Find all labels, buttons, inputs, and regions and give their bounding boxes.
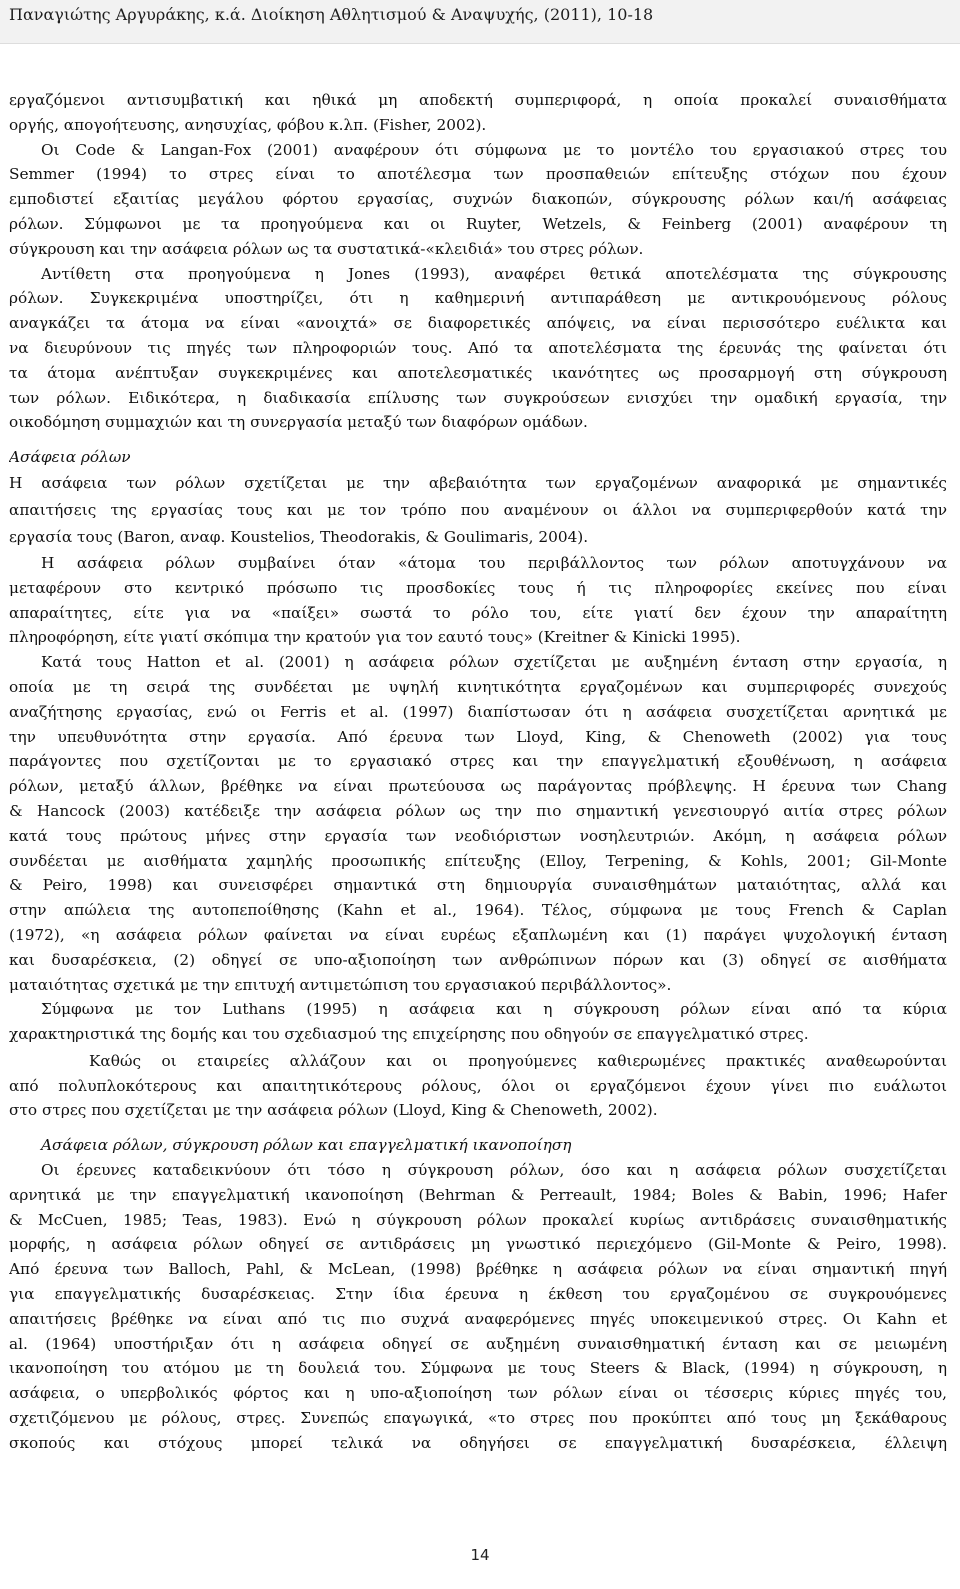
text-line: σύγκρουση και την ασάφεια ρόλων ως τα συστατικά-«κλειδιά» του στρες ρόλων. xyxy=(9,239,644,258)
text-line: σκοπούς και στόχους μπορεί τελικά να οδηγήσει σε επαγγελματική δυσαρέσκεια, έλλειψη xyxy=(9,1433,947,1452)
text-line: οικοδόμηση συμμαχιών και τη συνεργασία μεταξύ των διαφόρων ομάδων. xyxy=(9,413,588,432)
text-line: Σύμφωνα με τον Luthans (1995) η ασάφεια και η σύγκρουση ρόλων είναι από τα κύρια xyxy=(41,1000,947,1019)
text-line: εμποδιστεί εξαιτίας μεγάλου φόρτου εργασίας, συχνών διακοπών, σύγκρουσης ρόλων και/ή ασάφειας xyxy=(9,190,947,209)
paragraph xyxy=(9,650,947,997)
text-line: κατά τους πρώτους μήνες στην εργασία των νεοδιόριστων νοσηλευτριών. Ακόμη, η ασάφεια ρόλων xyxy=(9,826,947,845)
text-line: οργής, απογοήτευσης, ανησυχίας, φόβου κ.λπ. (Fisher, 2002). xyxy=(9,115,487,134)
text-line: Καθώς οι εταιρείες αλλάζουν και οι προηγούμενες καθιερωμένες πρακτικές αναθεωρούνται xyxy=(89,1051,947,1070)
text-line: ρόλων. Συγκεκριμένα υποστηρίζει, ότι η καθημερινή αντιπαράθεση με αντικρουόμενους ρόλους xyxy=(9,289,947,308)
text-line: παράγοντες που σχετίζονται με το εργασιακό στρες και την επαγγελματική εξουθένωση, η ασάφεια xyxy=(9,752,947,771)
text-line: & Peiro, 1998) και συνεισφέρει σημαντικά στη δημιουργία συναισθημάτων ματαιότητας, αλλά και xyxy=(9,876,947,895)
text-line: Αντίθετη στα προηγούμενα η Jones (1993), αναφέρει θετικά αποτελέσματα της σύγκρουσης xyxy=(41,264,947,283)
text-line: οποία με τη σειρά της συνδέεται με υψηλή κινητικότητα εργαζομένων και συμπεριφορές συνεχούς xyxy=(9,677,947,696)
text-line: ρόλων. Σύμφωνοι με τα προηγούμενα και οι Ruyter, Wetzels, & Feinberg (2001) αναφέρουν τη xyxy=(9,214,947,233)
text-line: αναγκάζει τα άτομα να είναι «ανοιχτά» σε διαφορετικές απόψεις, να είναι περισσότερο ευέλικτα και xyxy=(9,314,947,333)
text-line: στο στρες που σχετίζεται με την ασάφεια ρόλων (Lloyd, King & Chenoweth, 2002). xyxy=(9,1101,658,1120)
page-number: 14 xyxy=(470,1546,490,1564)
text-line: εργασία τους (Baron, αναφ. Koustelios, Theodorakis, & Goulimaris, 2004). xyxy=(9,527,589,546)
text-line: & Hancock (2003) κατέδειξε την ασάφεια ρόλων ως την πιο σημαντική γενεσιουργό αιτία στρες ρόλων xyxy=(9,801,947,820)
text-line: απαραίτητες, είτε για να «παίξει» σωστά το ρόλο του, είτε γιατί δεν έχουν την απαραίτητη xyxy=(9,603,947,622)
text-line: Κατά τους Hatton et al. (2001) η ασάφεια ρόλων σχετίζεται με αυξημένη ένταση στην εργασία, η xyxy=(41,653,947,672)
paragraph xyxy=(9,138,947,262)
text-line: απαιτήσεις βρέθηκε να είναι από τις πιο συχνά αναφερόμενες πηγές υποκειμενικού στρες. Οι Kahn et xyxy=(9,1309,947,1328)
text-line: και δυσαρέσκεια, (2) οδηγεί σε υπο-αξιοποίηση των ανθρώπινων πόρων και (3) οδηγεί σε αισθήματα xyxy=(9,950,947,969)
text-line: αναζήτησης εργασίας, ενώ οι Ferris et al. (1997) διαπίστωσαν ότι η ασάφεια συσχετίζεται αρνητικά με xyxy=(9,702,947,721)
text-line: μεταφέρουν στο κεντρικό πρόσωπο τις προσδοκίες τους ή τις πληροφορίες εκείνες που είναι xyxy=(9,578,947,597)
text-line: σχετιζόμενου με ρόλους, στρες. Συνεπώς επαγωγικά, «το στρες που προκύπτει από τους μη ξεκάθαρους xyxy=(9,1409,947,1428)
text-line: Από έρευνα των Balloch, Pahl, & McLean, (1998) βρέθηκε η ασάφεια ρόλων να είναι σημαντική πηγή xyxy=(9,1260,947,1279)
article-body xyxy=(9,88,947,1456)
text-line: απαιτήσεις της εργασίας τους και με τον τρόπο που αναμένουν οι άλλοι να συμπεριφερθούν κατά την xyxy=(9,500,947,519)
paragraph xyxy=(9,262,947,436)
text-line: χαρακτηριστικά της δομής και του σχεδιασμού της επιχείρησης που οδηγούν σε επαγγελματικό στρες. xyxy=(9,1025,809,1044)
text-line: & McCuen, 1985; Teas, 1983). Ενώ η σύγκρουση ρόλων προκαλεί κυρίως αντιδράσεις συναισθηματικής xyxy=(9,1210,947,1229)
text-line: εργαζόμενοι αντισυμβατική και ηθικά μη αποδεκτή συμπεριφορά, η οποία προκαλεί συναισθήματα xyxy=(9,91,947,109)
paragraph xyxy=(9,88,947,138)
text-line: τα άτομα ανέπτυξαν συγκεκριμένες και αποτελεσματικές ικανότητες ως προσαρμογή στη σύγκρουση xyxy=(9,363,947,382)
paragraph xyxy=(9,1049,947,1123)
paragraph xyxy=(9,470,947,551)
text-line: από πολυπλοκότερους και απαιτητικότερους ρόλους, όλοι οι εργαζόμενοι έχουν γίνει πιο ευάλωτοι xyxy=(9,1076,947,1095)
section-heading: Ασάφεια ρόλων, σύγκρουση ρόλων και επαγγελματική ικανοποίηση xyxy=(41,1136,572,1155)
text-line: την υπευθυνότητα στην εργασία. Από έρευνα των Lloyd, King, & Chenoweth (2002) για τους xyxy=(9,727,947,746)
text-line: να διευρύνουν τις πηγές των πληροφοριών τους. Από τα αποτελέσματα της έρευνάς της φαίνεται ότι xyxy=(9,338,947,357)
paragraph xyxy=(9,551,947,650)
text-line: Οι Code & Langan-Fox (2001) αναφέρουν ότι σύμφωνα με το μοντέλο του εργασιακού στρες του xyxy=(41,140,947,159)
text-line: ικανοποίηση του ατόμου με τη δουλειά του. Σύμφωνα με τους Steers & Black, (1994) η σύγκρουση, η xyxy=(9,1359,947,1378)
text-line: συνδέεται με αισθήματα χαμηλής προσωπικής επίτευξης (Elloy, Terpening, & Kohls, 2001; Gil-Monte xyxy=(9,851,947,870)
text-line: πληροφόρηση, είτε γιατί σκόπιμα την κρατούν για τον εαυτό τους» (Kreitner & Kinicki 1995). xyxy=(9,628,741,647)
text-line: των ρόλων. Ειδικότερα, η διαδικασία επίλυσης των συγκρούσεων ενισχύει την ομαδική εργασία, την xyxy=(9,388,947,407)
text-line: Semmer (1994) το στρες είναι το αποτέλεσμα των προσπαθειών επίτευξης στόχων που έχουν xyxy=(9,165,947,184)
text-line: Η ασάφεια των ρόλων σχετίζεται με την αβεβαιότητα των εργαζομένων αναφορικά με σημαντικές xyxy=(9,473,947,492)
text-line: στην απώλεια της αυτοπεποίθησης (Kahn et al., 1964). Τέλος, σύμφωνα με τους French & Caplan xyxy=(9,901,947,920)
text-line: ασάφεια, ο υπερβολικός φόρτος και η υπο-αξιοποίηση των ρόλων είναι οι τέσσερις κύριες πηγές του, xyxy=(9,1384,947,1403)
paragraph xyxy=(9,1158,947,1456)
text-line: (1972), «η ασάφεια ρόλων φαίνεται να είναι ευρέως εξαπλωμένη και (1) παράγει ψυχολογική ένταση xyxy=(9,925,947,944)
text-line: al. (1964) υποστήριξαν ότι η ασάφεια οδηγεί σε αυξημένη συναισθηματική ένταση και σε μειωμένη xyxy=(9,1334,947,1353)
running-header xyxy=(0,0,960,44)
text-line: αρνητικά με την επαγγελματική ικανοποίηση (Behrman & Perreault, 1984; Boles & Babin, 1996; Hafer xyxy=(9,1185,947,1204)
text-line: Οι έρευνες καταδεικνύουν ότι τόσο η σύγκρουση ρόλων, όσο και η ασάφεια ρόλων συσχετίζεται xyxy=(41,1161,947,1180)
text-line: Η ασάφεια ρόλων συμβαίνει όταν «άτομα του περιβάλλοντος των ρόλων αποτυγχάνουν να xyxy=(41,553,947,572)
text-line: μορφής, η ασάφεια ρόλων οδηγεί σε αντιδράσεις μη γνωστικό περιεχόμενο (Gil-Monte & Peiro, 1998). xyxy=(9,1235,947,1254)
text-line: για επαγγελματικής δυσαρέσκειας. Στην ίδια έρευνα η έκθεση του εργαζομένου σε συγκρουόμενες xyxy=(9,1285,947,1304)
text-line: ρόλων, μεταξύ άλλων, βρέθηκε να είναι πρωτεύουσα ως παράγοντας πρόβλεψης. Η έρευνα των Chang xyxy=(9,777,947,796)
paragraph xyxy=(9,997,947,1047)
section-heading: Ασάφεια ρόλων xyxy=(9,448,131,467)
header-citation: Παναγιώτης Αργυράκης, κ.ά. Διοίκηση Αθλητισμού & Αναψυχής, (2011), 10-18 xyxy=(9,5,654,24)
text-line: ματαιότητας σχετικά με την επιτυχή αντιμετώπιση του εργασιακού περιβάλλοντος». xyxy=(9,975,672,994)
